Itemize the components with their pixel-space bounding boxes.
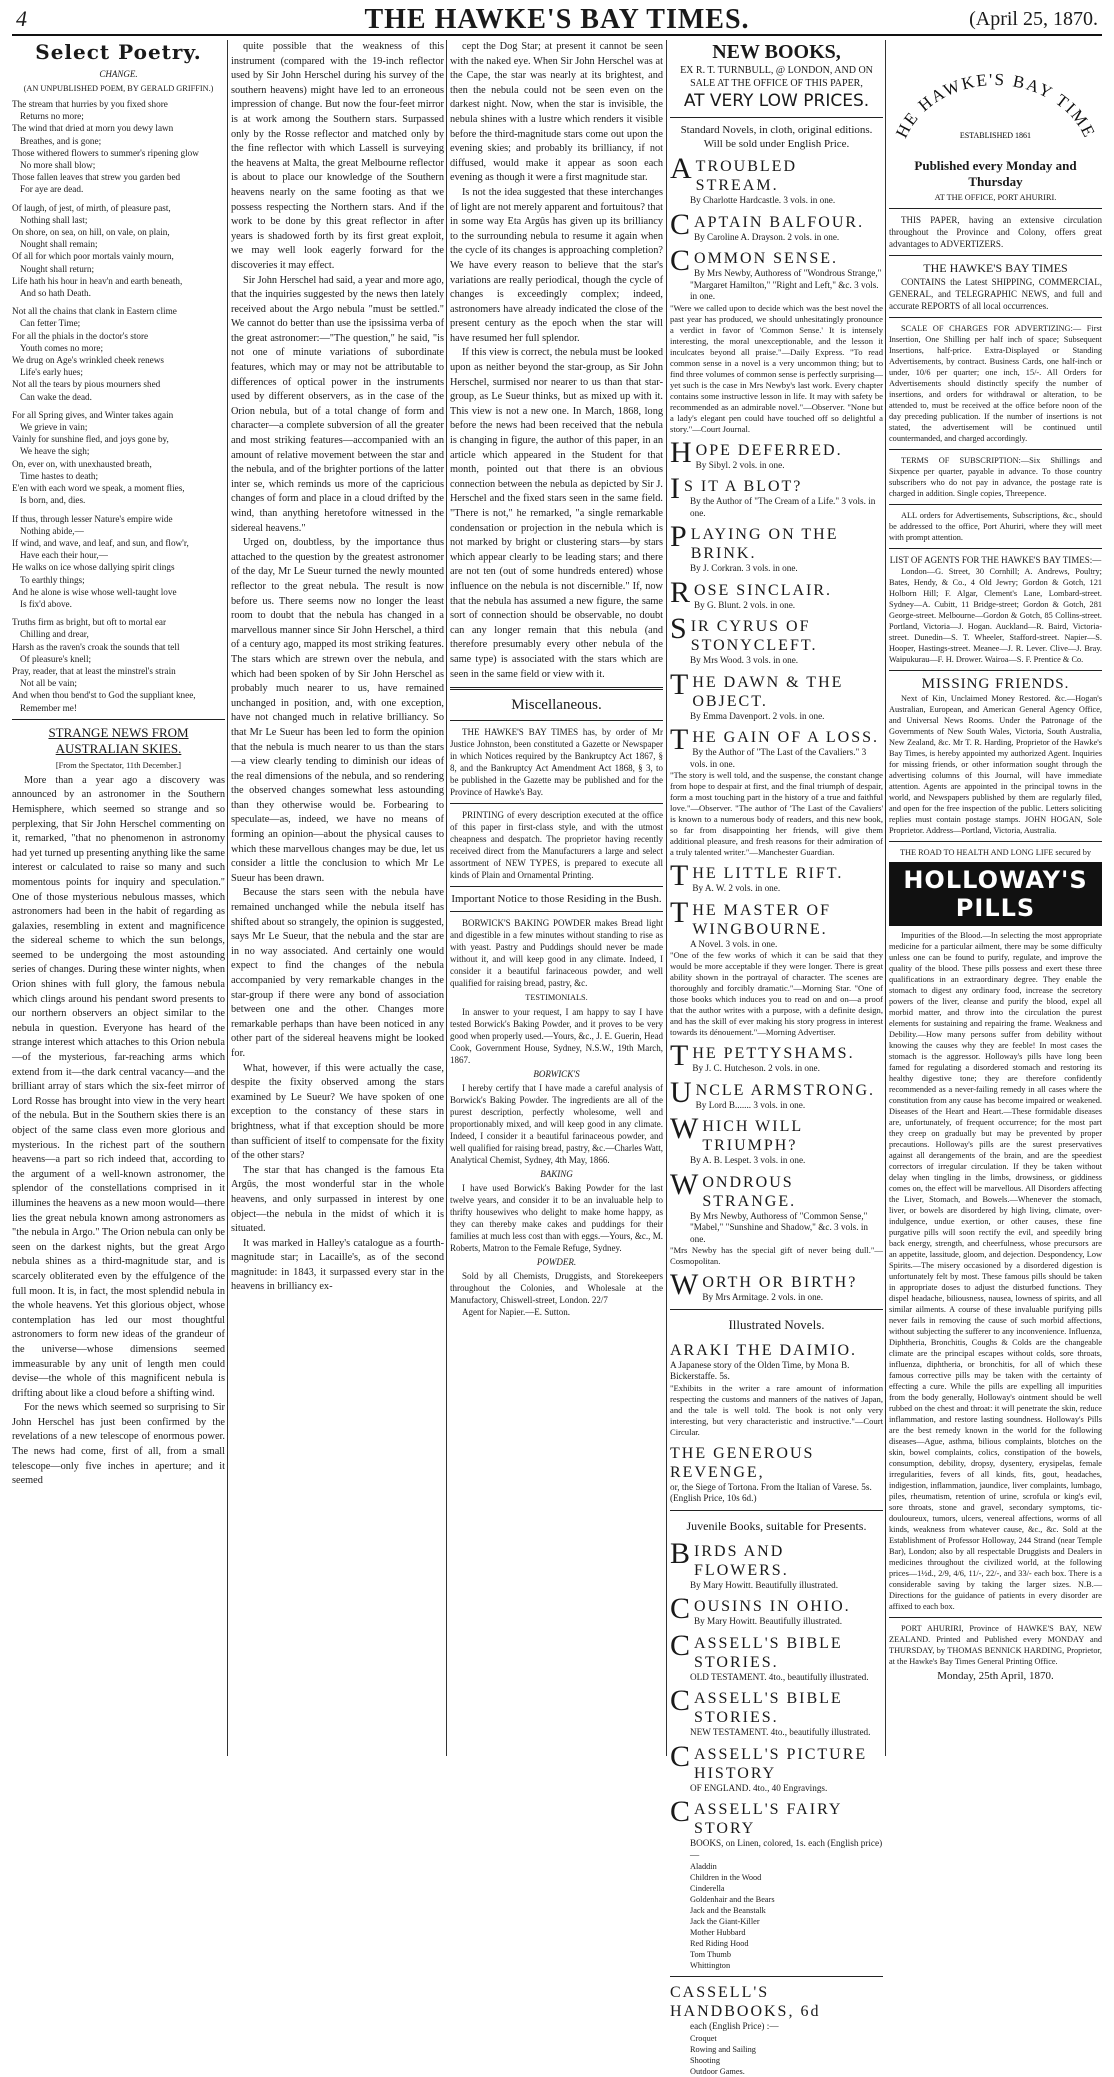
fairy-story-item: Jack the Giant-Killer (690, 1917, 760, 1926)
book-by: BOOKS, on Linen, colored, 1s. each (English price)— (690, 1838, 883, 1860)
poem-line: We heave the sigh; (20, 446, 90, 457)
paragraph: More than a year ago a discovery was announced by an astronomer in the Southern Hemisphere, which seemed so strange and so perplexing, that Sir John Herschel commenting on it, remarked, "that no phenomenon in astronomy had yet turned up presenting anything like the same interest or calculated to raise so many and such momentous points for inquiry and speculation." One of those mysterious nebulous masses, which astronomers had been in the habit of regarding as galaxies, resembling in extent and magnificence the sidereal scheme to which the sun belongs, seemed to be undergoing the most astounding series of changes. During these winter nights, when Orion shines with full glory, the famous nebula which clings around his pendant sword presents to our northern observers an object similar to the nebula in question. Everyone has heard of the strange interest which attaches to this Orion nebula—of the mysterious, far-reaching arms which extend from it—the dark central vacancy—and the brilliant array of stars which the six-feet mirror of Lord Rosse has brought into view in the very heart of the nebula. But in the Southern skies there is an object of the same class even more glorious and mysterious. In the richest part of the southern heavens—a part so rich indeed that, according to the argument of a well-known astronomer, the splendor of the constellations comprised in it illumines the heavens as a new moon would—there lies the great nebula known among astronomers as "the nebula in Argo." The Orion nebula can only be seen on the darkest nights, but the great Argo nebula shines as a third-magnitude star, and is scarcely obliterated even by the effulgence of the full moon. It is, in fact, the most splendid nebula in the whole heavens. Yet this glorious object, whose contemplation has led our most thoughtful astronomers to form new ideas of the grandeur of the universe—whose dimensions seemed immeasurable by any unit of length men could devise—the whole of this magnificent nebula is drifting about like a cloud before a shifting wind. (12, 774, 225, 1399)
book-title-rest: HE DAWN & THE OBJECT. (692, 673, 844, 710)
book-list (670, 152, 883, 1304)
column-1 (12, 40, 225, 1756)
book-by: NEW TESTAMENT. 4to., beautifully illustrated. (690, 1727, 871, 1737)
testimonial-2: I hereby certify that I have made a careful analysis of Borwick's Baking Powder. The ingredients are all of the purest description, perfectly wholesome, well and proportionably mixed, and will keep good in any climate. Indeed, I consider it a beautiful farinaceous powder, and well qualified for raising bread, pastry, &c.—Charles Watt, Analytical Chemist, Sydney, 4th May, 1866. (450, 1083, 663, 1166)
bush-notice-title: Important Notice to those Residing in the Bush. (451, 893, 662, 906)
book-title-initial: R (670, 575, 693, 609)
article-title: STRANGE NEWS FROM AUSTRALIAN SKIES. (48, 724, 189, 756)
book-review: "One of the few works of which it can be said that they would be more acceptable if they were longer. There is great ability shown in the portrayal of character. The scenes are thoroughly and forcibly dramatic."—Morning Star. "One of those books which induces you to read on and on—a proof that the author writes with a purpose, with a definite design, and has the skill of ever making his story progress in interest towards its dénouement."—Morning Advertiser. (670, 950, 883, 1037)
poem-line: If wind, and wave, and leaf, and sun, and flow'r, (12, 537, 189, 548)
publication-days: Published every Monday and Thursday (914, 158, 1077, 189)
poem-line: On, ever on, with unexhausted breath, (12, 458, 152, 469)
book-generous (670, 1444, 883, 1505)
book-entry (670, 723, 883, 858)
book-entry (670, 859, 883, 895)
book-entry (670, 1739, 883, 1795)
book-title-rest: TROUBLED STREAM. (695, 158, 797, 194)
column-rule (446, 40, 447, 1756)
book-review: "The story is well told, and the suspense, the constant change from hope to despair at first, and the final triumph of despair, form a most touching part in the history of a true and faithful love."—Observer. "The author of 'The Last of the Cavaliers' is known to a numerous body of readers, and this new book, so far from disappointing her friends, will give them additional pleasure, and fresh reasons for their admiration of a truly talented writer."—Manchester Guardian. (670, 770, 883, 857)
poem-line: Harsh as the raven's croak the sounds that tell (12, 641, 180, 652)
handbook-item: Shooting (690, 2055, 720, 2065)
book-title-rest: OPE DEFERRED. (695, 441, 843, 459)
book-title-initial: C (670, 1628, 693, 1662)
poem-line: Truths firm as bright, but oft to mortal ear (12, 617, 167, 628)
established-year: ESTABLISHED 1861 (959, 131, 1032, 140)
poem-line: Not all the tears by pious mourners shed (12, 379, 161, 390)
poem-line: E'en with each word we speak, a moment flies, (12, 483, 185, 494)
arch-title-svg (889, 40, 1102, 158)
book-title-rest: ASSELL'S FAIRY STORY (694, 1801, 842, 1837)
book-title-rest: ASSELL'S BIBLE STORIES. (694, 1690, 843, 1726)
paragraph: If this view is correct, the nebula must be looked upon as neither beyond the star-group, as Sir John Herschel, surmised nor nearer to us than that star-group, as Le Sueur thinks, but as mixed up with it. This view is not a new one. In March, 1868, long before the news had been received that the nebula is changing in figure, the author of this paper, in an article which appeared in the Student for that month, pointed out that there is an obvious connection between the nebula as depicted by Sir J. Herschel and the fixed stars seen in the same field. "There is not," he remarked, "a single remarkable condensation or projection in the nebula which is not marked by bright or clustering stars—by stars which appear clearly to be leading stars; and there are not ten (out of some hundreds entered) whose influence on the nebula is not discernible." If, now that the nebula has assumed a new figure, the same sort of connection should be observable, no doubt can any longer remain that this nebula (and therefore presumably every other nebula of the same type) is associated with the stars which are seen in the same field or view with it. (450, 347, 663, 680)
poem-stanza (12, 98, 225, 196)
book-title (670, 612, 883, 655)
poem-line: And he alone is wise whose well-taught love (12, 586, 177, 597)
book-title (670, 1536, 883, 1580)
book-by: By A. W. 2 vols. in one. (692, 883, 781, 893)
powder-label: POWDER. (536, 1257, 577, 1268)
book-title-rest: HE PETTYSHAMS. (692, 1045, 855, 1062)
book-title-rest: IRDS AND FLOWERS. (694, 1542, 789, 1579)
poem-line: Vainly for sunshine fled, and joys gone by, (12, 434, 169, 445)
borwicks-label: BORWICK'S (533, 1069, 580, 1080)
book-by: each (English Price) :— (690, 2021, 779, 2031)
poem-line: Of pleasure's knell; (20, 653, 92, 664)
advertiser-note: THIS PAPER, having an extensive circulation throughout the Province and Colony, offers great advantages to ADVERTIZERS. (889, 215, 1102, 249)
book-entry (670, 1592, 883, 1628)
book-title-initial: C (670, 1739, 693, 1773)
fairy-story-item: Cinderella (690, 1884, 725, 1893)
book-by: By Mary Howitt. Beautifully illustrated. (694, 1616, 843, 1626)
advertising-scale: SCALE OF CHARGES FOR ADVERTIZING:— First Insertion, One Shilling per half inch of space; Subsequent Insertions, half-price. Extra-Displayed or Standing Advertisements, by contract. Business Cards, one half-inch or under, 10/6 per quarter; one inch, 15/-. All Orders for Advertisements should distinctly specify the number of insertions, and orders for withdrawal or alteration, to be attended to, must be received at the office before noon of the day preceding publication. If the number of insertions is not stated, the advertisement will be continued until countermanded, and charged accordingly. (889, 324, 1102, 443)
poem-line: Remember me! (20, 702, 77, 713)
article-source: [From the Spectator, 11th December.] (55, 760, 182, 770)
poem-line: Of laugh, of jest, of mirth, of pleasure past, (12, 202, 171, 213)
article-body (12, 774, 225, 1489)
masthead (12, 6, 1102, 36)
agents-heading: LIST OF AGENTS FOR THE HAWKE'S BAY TIMES:— (889, 555, 1102, 565)
issue-date: (April 25, 1870. (969, 8, 1098, 30)
paragraph: The star that has changed is the famous Eta Argûs, the most wonderful star in the whole heavens, and only surpassed in interest by one object—the nebula in the midst of which it is situated. (231, 1164, 444, 1235)
handbook-item: Rowing and Sailing (690, 2044, 756, 2054)
book-by: By J. Corkran. 3 vols. in one. (690, 563, 798, 573)
poem-line: Returns no more; (20, 111, 84, 122)
poem-line: And so hath Death. (20, 288, 91, 299)
book-by: By Lord B....... 3 vols. in one. (695, 1099, 806, 1110)
pills-body: Impurities of the Blood.—In selecting the most appropriate medicine for a particular ailment, there may be some difficulty unless one can be found to purify, regulate, and improve the quality of the blood. These pills possess and exert these three qualifications in an extraordinary degree. They enable the stomach to digest any ordinary food, increase the secretory powers of the liver, cleanse and purify the blood, expel all morbid matter, and throw into the circulation the purest elements for sustaining and repairing the frame. Weakness and Debility.—How many persons suffer from debility without knowing the causes why they are feeble! In most cases the stomach is the aggressor. Holloway's pills have long been famed for regulating a disordered stomach and restoring its healthy digestive tone; they are therefore confidently recommended as a never-failing remedy in all cases where the constitution from any cause has become impaired or weakened. Diseases of the Heart and Heart.—These formidable diseases are, unfortunately, of frequent occurrence; for the most part they creep on gradually but may be prevented by proper precautions. Holloway's pills are the surest preservatives against all derangements of the brain, and are the speediest correctors of irregular circulation. If they be taken without delay when tingling in the limbs, drowsiness, or giddiness comes on, the effect will be marvellous. All Disorders affecting the Liver, Stomach, and Bowels.—Whenever the stomach, liver, or bowels are disordered by high living, climate, over-indulgence, undue exertion, or other causes, these fine purgative pills will soon rectify the evil, and speedily bring back energy, strength, and cheerfulness, whose precursors are an appetite, lassitude, gloom, and dejection. Despondency, Low Spirits.—The misery occasioned by a disordered digestion is unfortunately felt by most. These famous pills should be taken in appropriate doses to adjust the disturbed functions. They dispel headache, biliousness, nausea, lowness of spirits, and all similar ailments. A course of these invaluable purifying pills never fails in removing the cause of such morbid affections, without subjecting the sufferer to any inconvenience. Influenza, Diphtheria, Bronchitis, Coughs & Colds are the changeable climate are the principal escapes without colds, sore throats, influenza, diphtheria, or bronchitis, for all of which these famous corrective pills may be taken with the certainty of effecting a cure. While the pills are expelling all impurities from the body generally, Holloway's ointment should be well rubbed on the chest and throat: it will penetrate the skin, reduce inflammation, and restore lasting soundness. Holloway's Pills are the best remedy known in the world for the following diseases—Ague, asthma, bilious complaints, blotches on the skin, bowel complaints, colics, constipation of the bowels, consumption, debility, dropsy, dysentery, erysipelas, female irregularities, fevers of all kinds, fits, gout, headaches, indigestion, inflammation, jaundice, liver complaints, lumbago, piles, rheumatism, retention of urine, scrofula or king's evil, sore throats, stone and gravel, secondary symptoms, tic-douloureux, tumors, ulcers, venereal affections, worms of all kinds, weakness from whatever cause, &c., &c. Sold at the Establishment of Professor Holloway, 244 Strand (near Temple Bar), London; also by all respectable Druggists and Dealers in medicines throughout the civilized world, at the following prices—1½d., 2/9, 4/6, 11/-, 22/-, and 33/- each box. There is a considerable saving by taking the larger sizes. N.B.—Directions for the guidance of patients in every disorder are affixed to each box. (889, 931, 1102, 1611)
book-entry (670, 207, 883, 244)
handbooks-list (670, 2033, 883, 2077)
poem-line: Can fetter Time; (20, 318, 81, 329)
book-by: By Mrs Wood. 3 vols. in one. (690, 655, 799, 665)
illustrated-heading: Illustrated Novels. (728, 1316, 825, 1332)
book-title-initial: I (670, 472, 682, 505)
book-title: ARAKI THE DAIMIO. (670, 1341, 858, 1359)
book-title (670, 1684, 883, 1727)
poem-line: Nought shall remain; (20, 239, 98, 250)
book-title (670, 1112, 883, 1155)
book-title-initial: C (670, 1795, 693, 1828)
book-entry (670, 1628, 883, 1684)
book-title-initial: U (670, 1075, 694, 1109)
book-review: "Mrs Newby has the special gift of never being dull."—Cosmopolitan. (670, 1245, 883, 1266)
poem-line: Not all be vain; (20, 678, 77, 689)
poem-line: Life's early hues; (20, 367, 83, 378)
book-title-rest: S IT A BLOT? (684, 478, 803, 495)
book-title-initial: S (670, 612, 689, 645)
handbook-item: Croquet (690, 2033, 717, 2043)
poem-line: Chilling and drear, (20, 629, 89, 640)
fairy-story-item: Whittington (690, 1961, 731, 1970)
poem-line: Breathes, and is gone; (20, 135, 102, 146)
book-title-initial: T (670, 667, 691, 701)
column-rule (666, 40, 667, 1756)
poem-line: For all Spring gives, and Winter takes again (12, 409, 174, 420)
book-title-initial: T (670, 895, 691, 929)
road-to-health: THE ROAD TO HEALTH AND LONG LIFE secured by (899, 848, 1092, 857)
book-title-rest: ORTH OR BIRTH? (702, 1274, 858, 1291)
poem-line: Is fix'd above. (20, 598, 72, 609)
handbook-item: Outdoor Games. (690, 2066, 745, 2076)
poem-line: For aye are dead. (20, 184, 84, 195)
poem-stanza (12, 202, 225, 300)
book-title: THE GENEROUS REVENGE, (670, 1444, 815, 1481)
book-title-initial: C (670, 1592, 693, 1625)
poem-line: Those fallen leaves that strew you garden bed (12, 172, 181, 183)
juvenile-list (670, 1536, 883, 1862)
book-title (670, 520, 883, 563)
paragraph: Because the stars seen with the nebula have remained unchanged while the nebula itself has shifted about so strangely, the opinion is suggested, says Mr Le Sueur, that the nebula and the star are in no way associated. And certainly one would expect to find the changes of the nebula accompanied by very remarkable changes in the star-group if there were any bond of association between one and the other. Changes more remarkable perhaps than have been noticed in any other part of the sidereal heavens might be looked for. (231, 887, 444, 1059)
poem-body (12, 98, 225, 714)
juvenile-heading: Juvenile Books, suitable for Presents. (686, 1518, 867, 1533)
testimonial-3: I have used Borwick's Baking Powder for the last twelve years, and consider it to be an invaluable help to thrifty housewives who delight to make home happy, as they can thereby make cakes and puddings for their families at much less cost than with eggs.—Yours, &c., M. Roberts, Matron to the Female Refuge, Sydney. (450, 1183, 663, 1254)
book-by: By Charlotte Hardcastle. 3 vols. in one. (690, 195, 836, 205)
book-title-rest: ASSELL'S PICTURE HISTORY (694, 1745, 868, 1782)
article-conclusion (450, 40, 663, 682)
book-entry (670, 435, 883, 472)
poem-line: Nothing shall last; (20, 214, 88, 225)
printing-notice: PRINTING of every description executed at the office of this paper in first-class style, and with the utmost cheapness and despatch. The proprietor having recently received direct from the Manufacturers a large and select assortment of NEW TYPES, is prepared to execute all kinds of Plain and Ornamental Printing. (450, 810, 663, 881)
book-by: By the Author of "The Last of the Cavaliers." 3 vols. in one. (690, 747, 867, 769)
poem-byline: (AN UNPUBLISHED POEM, BY GERALD GRIFFIN.) (23, 84, 214, 93)
book-by: By Mrs Armitage. 2 vols. in one. (702, 1292, 824, 1302)
page-number: 4 (16, 6, 27, 31)
book-title-initial: T (670, 723, 691, 756)
book-araki (670, 1341, 883, 1438)
poem-line: He walks on ice whose dallying spirit clings (12, 562, 175, 573)
books-intro: Standard Novels, in cloth, original editions. Will be sold under English Price. (680, 124, 873, 150)
book-title-initial: T (670, 859, 691, 892)
times-gazette-notice: THE HAWKE'S BAY TIMES has, by order of Mr Justice Johnston, been constituted a Gazette or Newspaper in which Notices required by the Bankruptcy Act 1867, § 8, and the Bankruptcy Act Amendment Act 1868, § 3, to be published in the Gazette may be published and for the Province of Hawke's Bay. (450, 727, 663, 798)
masthead-arch (889, 40, 1102, 158)
book-by: By Emma Davenport. 2 vols. in one. (690, 710, 825, 721)
book-entry (670, 1268, 883, 1304)
poem-line: Is born, and, dies. (20, 495, 86, 506)
book-title-rest: HE GAIN OF A LOSS. (692, 729, 880, 746)
column-5 (889, 40, 1102, 1756)
paragraph: quite possible that the weakness of this instrument (compared with the 19-inch reflector used by Sir John Herschel during his survey of the southern heavens) might have led to an erroneous impression of change. But now the four-feet mirror is at work among the Southern stars. Surpassed only by the Rosse reflector and matched only by the fine reflector with which Lassell is surveying the heavens at Malta, the great Melbourne reflector is about to place our knowledge of the Southern heavens nearly on the same footing as that we possess respecting the Northern stars. And if the work to be done by this great reflector in after years is shadowed forth by its first great exploit, we may well look eagerly forward for the discoveries it may effect. (231, 41, 444, 271)
book-title-initial: W (670, 1112, 701, 1145)
poem-stanza (12, 513, 225, 611)
book-title-rest: LAYING ON THE BRINK. (690, 526, 839, 562)
book-by: OF ENGLAND. 4to., 40 Engravings. (690, 1782, 828, 1793)
book-title-rest: HICH WILL TRIUMPH? (702, 1118, 803, 1154)
poem-line: Can wake the dead. (20, 391, 92, 402)
book-title-rest: ONDROUS STRANGE. (702, 1173, 797, 1210)
borwick-intro: BORWICK'S BAKING POWDER makes Bread light and digestible in a few minutes without standing to rise as with yeast. Pastry and Puddings should never be made without it, and will keep good in any climate. Indeed, I consider it a beautiful farinaceous powder, and well qualified for raising bread, pastry, &c. (450, 918, 663, 989)
book-title (670, 472, 883, 505)
poem-line: No more shall blow; (20, 160, 96, 171)
poem-line: Of all for which poor mortals vainly mourn, (12, 251, 174, 262)
article-continued (231, 40, 444, 1295)
agents-list: London—G. Street, 30 Cornhill; A. Andrews, Poultry; Bates, Hendy, & Co., 4 Old Jewry; Gordon & Gotch, 121 Holborn Hill; F. Algar, Clement's Lane, Lombard-street. Sydney—A. Cubitt, 11 Bridge-street; Gordon & Gotch, 281 George-street. Melbourne—Gordon & Gotch, 85 Collins-street. Portland, Victoria—J. Hogan. Auckland—R. Baird, Victoria-street. Dunedin—S. T. Wheeler, Stafford-street. Napier—S. Hooper, Hastings-street. Meanee—J. R. Lever. Clive—J. Bray. Waipukurau—F. H. Drower. Wairoa—S. F. Prentice & Co. (889, 567, 1102, 664)
svg-text:THE HAWKE'S BAY TIMES (889, 40, 1099, 142)
book-entry (670, 1684, 883, 1739)
book-title (670, 1628, 883, 1672)
book-title-initial: P (670, 520, 689, 553)
fairy-list (670, 1861, 883, 1971)
column-4 (670, 40, 883, 2076)
book-title (670, 1739, 883, 1783)
book-by: By J. C. Hutcheson. 2 vols. in one. (692, 1063, 820, 1073)
poem-line: We grieve in vain; (20, 422, 88, 433)
paragraph: Urged on, doubtless, by the importance thus attached to the question by the greatest astronomer of the day, Mr Le Sueur turned the newly mounted reflector to the great nebula. The result is now before us. There seems now no longer the least room to doubt that the nebula has changed in a marvellous manner since Sir John Herschel, a third of a century ago, mapped its most striking features. The stars which are strewn over the nebula, and which had been spoken of by Sir John Herschel as probably much nearer to us, have remained unchanged in position, and, with one exception, have not changed much in relative brilliancy. So that Mr Le Sueur has been led to form the opinion that the nebula is much nearer to us than the stars—a view clearly tending to diminish our ideas of the real dimensions of the nebula, and so rendering the observed changes somewhat less astounding than they otherwise would be. Forbearing to speculate—as, indeed, we have no means of forming an opinion—about the physical causes to which these marvellous changes may be due, let us consider a little the conclusion to which Mr Le Sueur has been drawn. (231, 537, 444, 884)
book-title-initial: C (670, 244, 693, 277)
book-title (670, 723, 883, 756)
poem-stanza (12, 305, 225, 403)
book-title-initial: H (670, 435, 694, 469)
book-title-rest: OUSINS IN OHIO. (694, 1598, 851, 1615)
poem-title: CHANGE. (99, 69, 138, 79)
fairy-story-item: Goldenhair and the Bears (690, 1895, 775, 1904)
missing-friends-heading: MISSING FRIENDS. (921, 676, 1070, 692)
book-title-initial: A (670, 152, 694, 185)
paragraph: cept the Dog Star; at present it cannot be seen with the naked eye. When Sir John Herschel was at the Cape, the star was nearly at its brightest, and then the nebula could not be seen even on the darkest night. Now, when the star is invisible, the nebula shines with a lustre which renders it visible before the third-magnitude stars come out upon the evening skies; and probably its brilliancy, if not diffused, would make it appear as soon each evening as though it were a first magnitude star. (450, 41, 663, 184)
book-entry (670, 1075, 883, 1112)
poem-line: For all the phials in the doctor's store (12, 330, 149, 341)
book-entry (670, 1039, 883, 1075)
book-by: By Caroline A. Drayson. 2 vols. in one. (694, 231, 840, 242)
book-title (670, 152, 883, 195)
book-title: CASSELL'S HANDBOOKS, 6d (670, 1984, 821, 2020)
book-entry (670, 520, 883, 575)
low-prices: AT VERY LOW PRICES. (683, 91, 870, 111)
office-location: AT THE OFFICE, PORT AHURIRI. (934, 193, 1057, 202)
poem-line: Time hastes to death; (20, 470, 99, 481)
column-rule (227, 40, 228, 1756)
book-title-rest: OSE SINCLAIR. (694, 581, 833, 599)
poem-line: To earthly things; (20, 574, 85, 585)
book-entry (670, 1536, 883, 1592)
book-by: By A. B. Lespet. 3 vols. in one. (690, 1155, 806, 1165)
book-review: "Exhibits in the writer a rare amount of information respecting the customs and manners of the natives of Japan, and the tale is well told. The book is not only very interesting, but very characteristic and instructive."—Court Circular. (670, 1382, 883, 1437)
book-title-rest: NCLE ARMSTRONG. (695, 1081, 876, 1099)
times-heading: THE HAWKE'S BAY TIMES (923, 261, 1068, 275)
poem-line: Not all the chains that clank in Eastern clime (12, 306, 177, 317)
newspaper-title: THE HAWKE'S BAY TIMES. (364, 4, 750, 35)
book-title-initial: C (670, 207, 693, 241)
book-entry (670, 1167, 883, 1268)
poem-stanza (12, 616, 225, 714)
fairy-story-item: Tom Thumb (690, 1950, 731, 1959)
paragraph: Sir John Herschel had said, a year and more ago, that the inquiries suggested by the news then lately received about the Argo nebula "must be settled." We cannot do better than use the ipsissima verba of the great astronomer:—"The question," he said, "is not one of minute variations of subordinate features, which may or may not be attributable to differences of optical power in the instruments used by different observers, as in the case of the Orion nebula, but of a total change of form and character—a complete subversion of all the greater and most striking features—accompanied with an amount of relative movement between the star and the nebula, and of the brighter portions of the latter inter se, which reminds us more of the capricious changes of form and place in a cloud drifted by the wind, than anything heretofore witnessed in the sidereal heavens." (231, 274, 445, 534)
book-entry (670, 1795, 883, 1861)
book-title-rest: OMMON SENSE. (694, 250, 839, 267)
times-contents: CONTAINS the Latest SHIPPING, COMMERCIAL, GENERAL, and TELEGRAPHIC NEWS, and full and accurate REPORTS of all local occurrences. (889, 277, 1102, 311)
section-title-poetry: Select Poetry. (35, 40, 202, 64)
book-by: By G. Blunt. 2 vols. in one. (694, 599, 796, 610)
book-by: or, the Siege of Tortona. From the Italian of Varese. 5s. (English Price, 10s 6d.) (670, 1481, 872, 1503)
fairy-story-item: Jack and the Beanstalk (690, 1906, 766, 1915)
fairy-story-item: Mother Hubbard (690, 1928, 746, 1937)
imprint: PORT AHURIRI, Province of HAWKE'S BAY, NEW ZEALAND. Printed and Published every MONDAY and THURSDAY, by THOMAS BENNICK HARDING, Proprietor, at the Hawke's Bay Times General Printing Office. (889, 1624, 1102, 1666)
book-entry (670, 575, 883, 612)
poem-line: The stream that hurries by you fixed shore (12, 99, 168, 109)
imprint-date: Monday, 25th April, 1870. (937, 1670, 1054, 1682)
poem-line: On shore, on sea, on hill, on vale, on plain, (12, 227, 170, 238)
book-by: By Mrs Newby, Authoress of "Common Sense," "Mabel," "Sunshine and Shadow," &c. 3 vols. in one. (690, 1210, 868, 1244)
paragraph: It was marked in Halley's catalogue as a fourth-magnitude star; in Lacaille's, as of the second magnitude: in 1843, it surpassed every star in the heavens in brilliancy ex- (231, 1237, 444, 1293)
book-entry (670, 152, 883, 207)
book-title (670, 1167, 883, 1211)
missing-friends-body: Next of Kin, Unclaimed Money Restored. &c.—Hogan's Australian, European, and American General Agency Office, and Universal News Rooms. Under the Patronage of the Governments of New South Wales, Victoria, South Australia, New Zealand, &c. Mr T. R. Harding, Proprietor of the Hawke's Bay Times, is hereby appointed my authorized Agent. Inquiries for missing friends, or other information sought through the advertising columns of this Journal, will have immediate attention. Agents are appointed in the principal towns in the world, and Newspapers published by them are regularly filed, and open for the free inspection of the public. Letters soliciting replies must contain postage stamps. JOHN HOGAN, Sole Proprietor. Address—Portland, Victoria, Australia. (889, 694, 1102, 835)
agent-napier: Agent for Napier.—E. Sutton. (462, 1307, 570, 1318)
book-title-initial: T (670, 1039, 691, 1072)
book-title (670, 244, 883, 277)
poem-line: Those withered flowers to summer's ripening glow (12, 147, 199, 158)
new-books-heading: NEW BOOKS, (712, 41, 841, 63)
paragraph: Is not the idea suggested that these interchanges of light are not merely apparent and fortuitous? that in some way Eta Argûs has given up its brilliancy to the surrounding nebula to resume it again when the cycle of its changes is approaching completion? We have every reason to believe that the star's variations are really periodical, though the cycle of changes is exceedingly complex; indeed, astronomers have already indicated the close of the present century as the epoch when the star will have resumed her full splendor. (450, 186, 663, 344)
book-entry (670, 895, 883, 1039)
poem-line: Youth comes no more; (20, 342, 104, 353)
book-title-rest: ASSELL'S BIBLE STORIES. (694, 1634, 843, 1671)
subscription-terms: TERMS OF SUBSCRIPTION:—Six Shillings and Sixpence per quarter, payable in advance. To those country subscribers who do not pay in advance, the postage rate is charged in addition. Single copies, Threepence. (889, 456, 1102, 498)
poem-line: Life hath his hour in heav'n and earth beneath, (12, 275, 183, 286)
new-books-sub: EX R. T. TURNBULL, @ LONDON, AND ON SALE AT THE OFFICE OF THIS PAPER, (680, 65, 873, 89)
book-by: By Mrs Newby, Authoress of "Wondrous Strange," "Margaret Hamilton," "Right and Left," &c. 3 vols. in one. (690, 268, 882, 301)
sold-by: Sold by all Chemists, Druggists, and Storekeepers throughout the Colonies, and Wholesale at the Manufactory, Chiswell-street, London. 22/7 (450, 1271, 663, 1306)
book-review: "Were we called upon to decide which was the best novel the past year has produced, we should unhesitatingly pronounce a verdict in favor of 'Common Sense.' It is intensely interesting, the moral unexceptionable, and the lesson it inculcates beyond all praise."—Daily Express. "To read common sense in a novel is a very uncommon thing; but to find three volumes of common sense is perfectly surprising—yet such is the case in Mrs Newby's last work. Every chapter contains some instructive lesson in life. It may with safety be recommended as an admirable novel."—Observer. "None but a lady's elegant pen could have touched off so delightful a story."—Court Journal. (670, 302, 883, 434)
book-title-initial: W (670, 1167, 701, 1201)
baking-label: BAKING (540, 1169, 573, 1180)
paragraph: For the news which seemed so surprising to Sir John Herschel has just been confirmed by the revelations of a new telescope of enormous power. The news had come, first of all, from a small telescope—only five inches in aperture; and it seemed (12, 1402, 225, 1487)
book-by: OLD TESTAMENT. 4to., beautifully illustrated. (690, 1671, 869, 1682)
book-entry (670, 612, 883, 667)
poem-stanza (12, 409, 225, 507)
poem-line: We drug on Age's wrinkled cheek renews (12, 355, 164, 366)
book-title (670, 1795, 883, 1838)
book-title-initial: C (670, 1684, 693, 1717)
book-by: A Japanese story of the Olden Time, by Mona B. Bickerstaffe. 5s. (670, 1359, 850, 1381)
book-entry (670, 1112, 883, 1167)
column-2 (231, 40, 444, 1756)
book-title-initial: B (670, 1536, 693, 1570)
book-by: By Mary Howitt. Beautifully illustrated. (690, 1579, 839, 1590)
book-entry (670, 667, 883, 723)
poem-line: The wind that dried at morn you dewy lawn (12, 123, 174, 134)
testimonial-1: In answer to your request, I am happy to say I have tested Borwick's Baking Powder, and it proves to be very good when properly used.—Yours, &c., J. E. Guerin, Head Cook, Government House, Sydney, N.S.W., 19th March, 1867. (450, 1007, 663, 1066)
poem-line: Nothing abide,— (20, 525, 84, 536)
book-title-rest: APTAIN BALFOUR. (694, 213, 865, 231)
fairy-story-item: Red Riding Hood (690, 1939, 749, 1948)
poem-line: Nought shall return; (20, 263, 94, 274)
book-entry (670, 472, 883, 519)
fairy-story-item: Aladdin (690, 1862, 717, 1871)
book-title (670, 895, 883, 939)
fairy-story-item: Children in the Wood (690, 1873, 762, 1882)
testimonials-label: TESTIMONIALS. (525, 993, 588, 1003)
column-rule (885, 40, 886, 1756)
poem-line: Pray, reader, that at least the minstrel's strain (12, 665, 176, 676)
book-by: By the Author of "The Cream of a Life." 3 vols. in one. (690, 496, 876, 518)
poem-line: Have each their hour,— (20, 550, 108, 561)
book-entry (670, 244, 883, 435)
book-by: By Sibyl. 2 vols. in one. (695, 459, 785, 470)
poem-line: And when thou bend'st to God the suppliant knee, (12, 690, 196, 701)
book-title (670, 667, 883, 711)
book-title-rest: IR CYRUS OF STONYCLEFT. (690, 618, 818, 654)
poem-line: If thus, through lesser Nature's empire wide (12, 513, 173, 524)
book-title-initial: W (670, 1268, 701, 1301)
book-title-rest: HE LITTLE RIFT. (692, 865, 844, 882)
paragraph: What, however, if this were actually the case, despite the fixity observed among the stars examined by Le Sueur? We have spoken of one exception to the constancy of these stars in brightness, what if that exception should be more than sufficient of itself to compensate for the fixity of the other stars? (231, 1062, 444, 1162)
book-by: A Novel. 3 vols. in one. (690, 938, 778, 949)
arch-title-text: HE HAWKE'S BAY TIME (892, 69, 1100, 142)
holloways-pills-banner: HOLLOWAY'S PILLS (889, 862, 1102, 926)
column-3 (450, 40, 663, 1756)
orders-notice: ALL orders for Advertisements, Subscriptions, &c., should be addressed to the office, Port Ahuriri, where they will meet with prompt attention. (889, 511, 1102, 542)
book-title-rest: HE MASTER OF WINGBOURNE. (692, 901, 832, 938)
miscellaneous-heading: Miscellaneous. (511, 697, 602, 714)
book-handbooks (670, 1983, 883, 2033)
